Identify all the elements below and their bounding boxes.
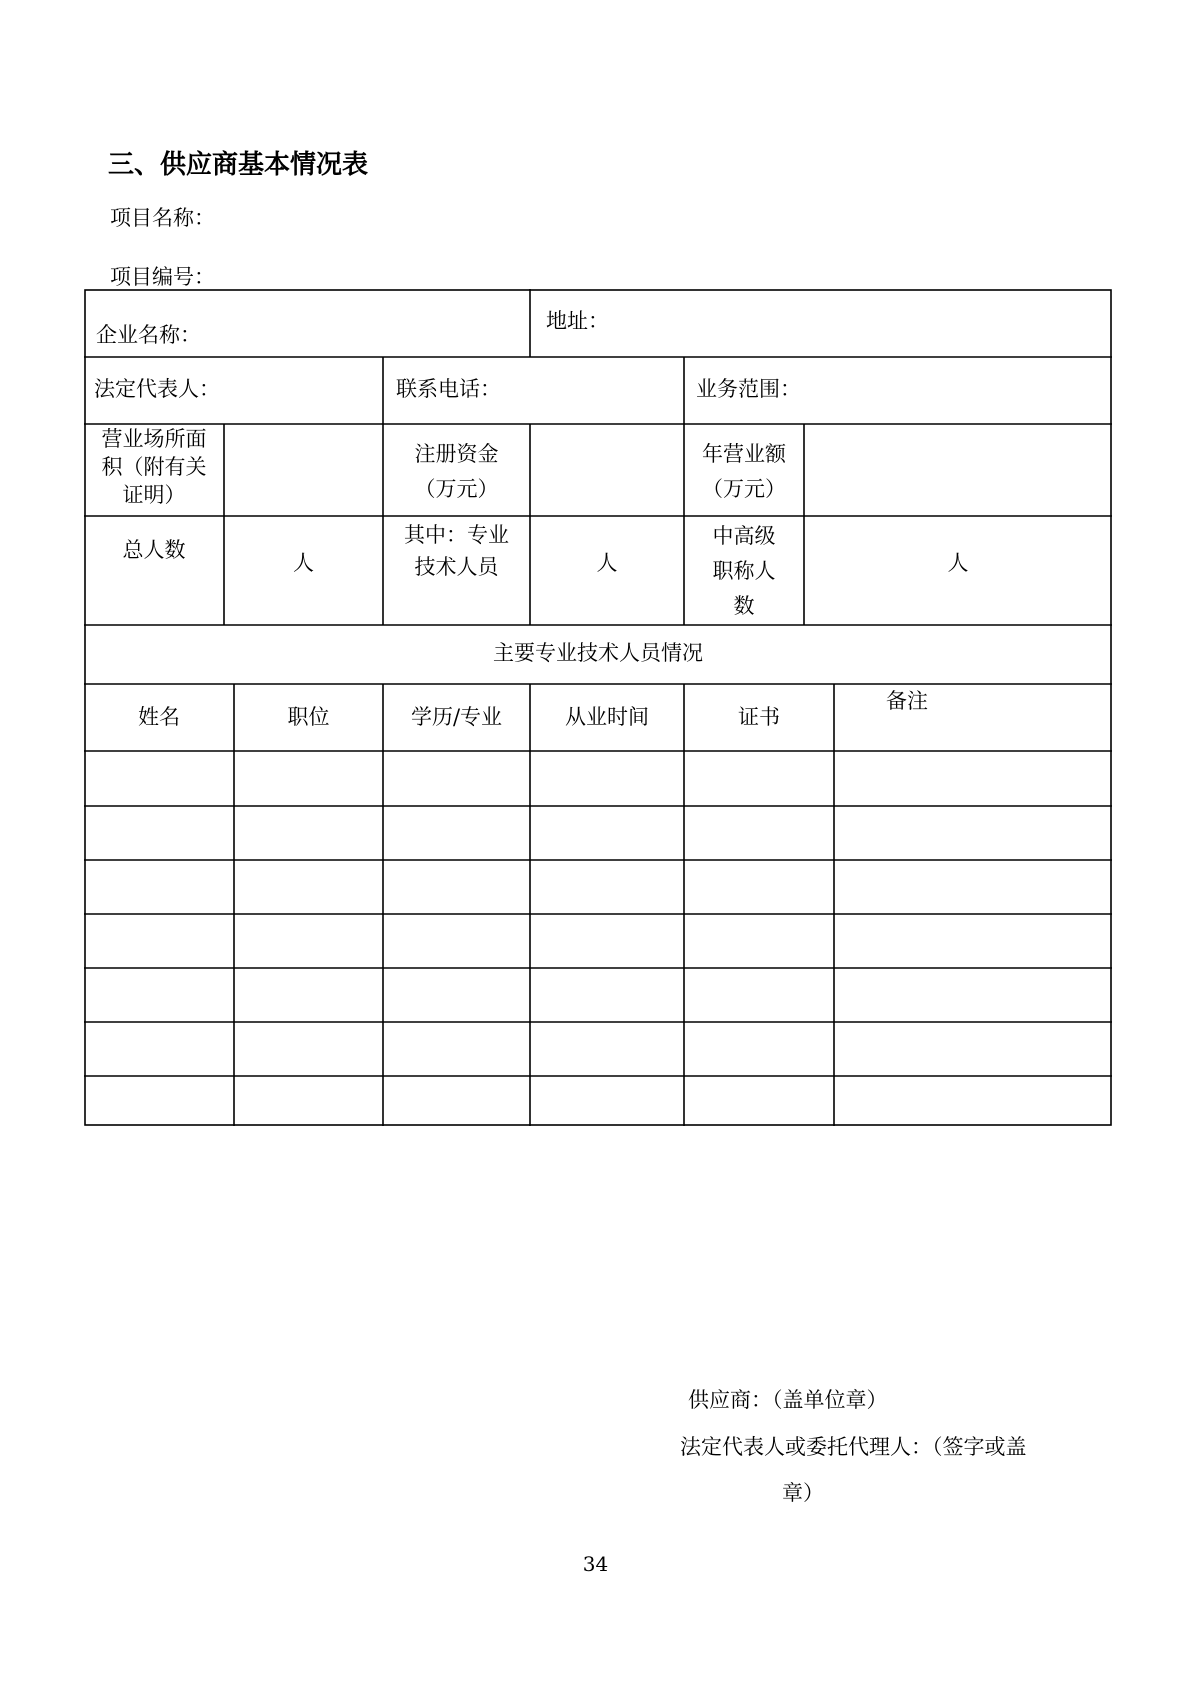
column-header-experience: 从业时间 [565,705,649,729]
annual-revenue-label: 年营业额 （万元） [702,442,786,501]
project-name-label: 项目名称： [110,206,215,230]
registered-capital-label: 注册资金 （万元） [414,442,499,501]
signer-label-line1: 法定代表人或委托代理人：（签字或盖 [680,1435,1027,1459]
company-name-label: 企业名称： [96,323,201,347]
tech-staff-label: 其中：专业 技术人员 [404,523,509,579]
page-number: 34 [582,1552,609,1576]
total-staff-label: 总人数 [122,538,186,562]
business-scope-label: 业务范围： [696,377,801,401]
address-label: 地址： [546,309,609,333]
column-header-education: 学历/专业 [410,705,503,729]
supplier-info-table [84,289,1112,1126]
senior-title-label: 中高级 职称人 数 [712,524,776,618]
section-heading: 主要专业技术人员情况 [493,641,703,665]
tech-staff-unit: 人 [596,551,618,575]
column-header-name: 姓名 [138,705,180,729]
page-title: 三、供应商基本情况表 [108,150,369,180]
signer-label-line2: 章） [782,1481,824,1505]
legal-representative-label: 法定代表人： [94,377,220,401]
total-staff-unit: 人 [293,551,314,575]
column-header-position: 职位 [287,705,330,729]
supplier-seal-label: 供应商：（盖单位章） [688,1388,888,1412]
column-header-certificate: 证书 [738,705,780,729]
premises-area-label: 营业场所面 积（附有关 证明） [101,427,207,507]
column-header-remarks: 备注 [886,689,928,713]
senior-title-unit: 人 [947,551,969,575]
phone-label: 联系电话： [396,377,501,401]
project-number-label: 项目编号： [110,265,215,289]
